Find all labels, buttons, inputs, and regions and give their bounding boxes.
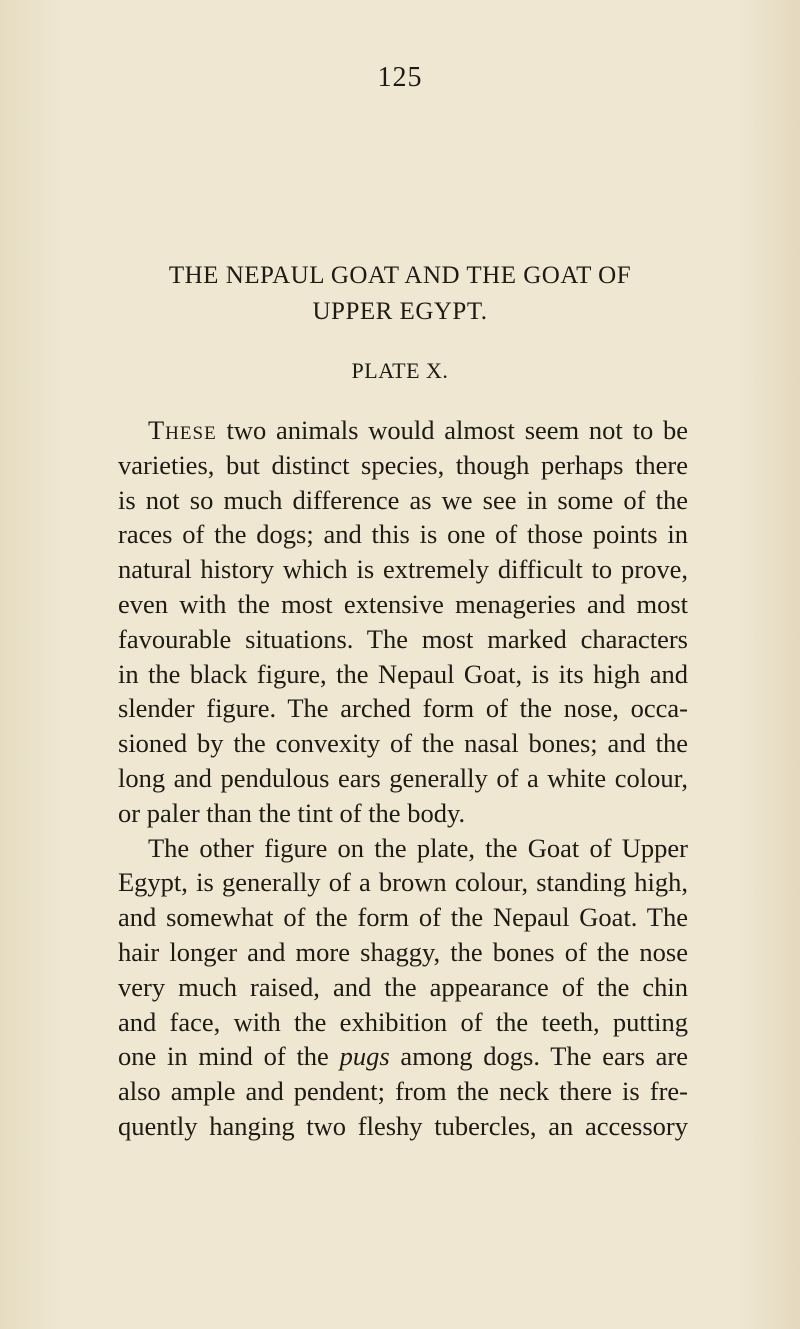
text-line [118, 413, 688, 448]
text-line: Egypt, is generally of a brown colour, standing high, [118, 867, 688, 898]
text-line: The other figure on the plate, the Goat of Upper [148, 832, 688, 863]
text-line: favourable situations. The most marked characters [118, 623, 688, 654]
text-line: and somewhat of the form of the Nepaul Goat. The [118, 902, 688, 933]
text-line: races of the dogs; and this is one of those points in [118, 519, 688, 550]
body-text [118, 413, 688, 1144]
text-line [118, 1039, 688, 1074]
text-line: very much raised, and the appearance of the chin [118, 971, 688, 1002]
text-line: also ample and pendent; from the neck there is fre- [118, 1076, 688, 1107]
line-rest: two animals would almost seem not to be [216, 415, 688, 445]
text-line: quently hanging two fleshy tubercles, an accessory [118, 1110, 688, 1141]
text-line: natural history which is extremely difficult to prove, [118, 554, 688, 585]
text-line: and face, with the exhibition of the teeth, putting [118, 1006, 688, 1037]
title-line-2: UPPER EGYPT. [312, 298, 488, 325]
page-number: 125 [377, 62, 423, 93]
text-line: hair longer and more shaggy, the bones of the nose [118, 936, 688, 967]
line-after: among dogs. The ears are [389, 1041, 688, 1072]
text-line: long and pendulous ears generally of a white colour, [118, 762, 688, 793]
title-line-1: THE NEPAUL GOAT AND THE GOAT OF [168, 262, 632, 289]
drop-word: These [148, 415, 217, 445]
text-line: is not so much difference as we see in some of the [118, 484, 688, 515]
italic-word: pugs [339, 1041, 390, 1072]
text-line: in the black figure, the Nepaul Goat, is its high and [118, 658, 688, 689]
text-line: sioned by the convexity of the nasal bones; and the [118, 728, 688, 759]
text-line: even with the most extensive menageries and most [118, 588, 688, 619]
line-before: one in mind of the [118, 1041, 340, 1072]
plate-label: PLATE X. [351, 358, 449, 383]
text-line: slender figure. The arched form of the nose, occa- [118, 693, 688, 724]
text-line: varieties, but distinct species, though perhaps there [118, 449, 688, 480]
chapter-title [0, 258, 800, 330]
text-line: or paler than the tint of the body. [118, 797, 466, 828]
